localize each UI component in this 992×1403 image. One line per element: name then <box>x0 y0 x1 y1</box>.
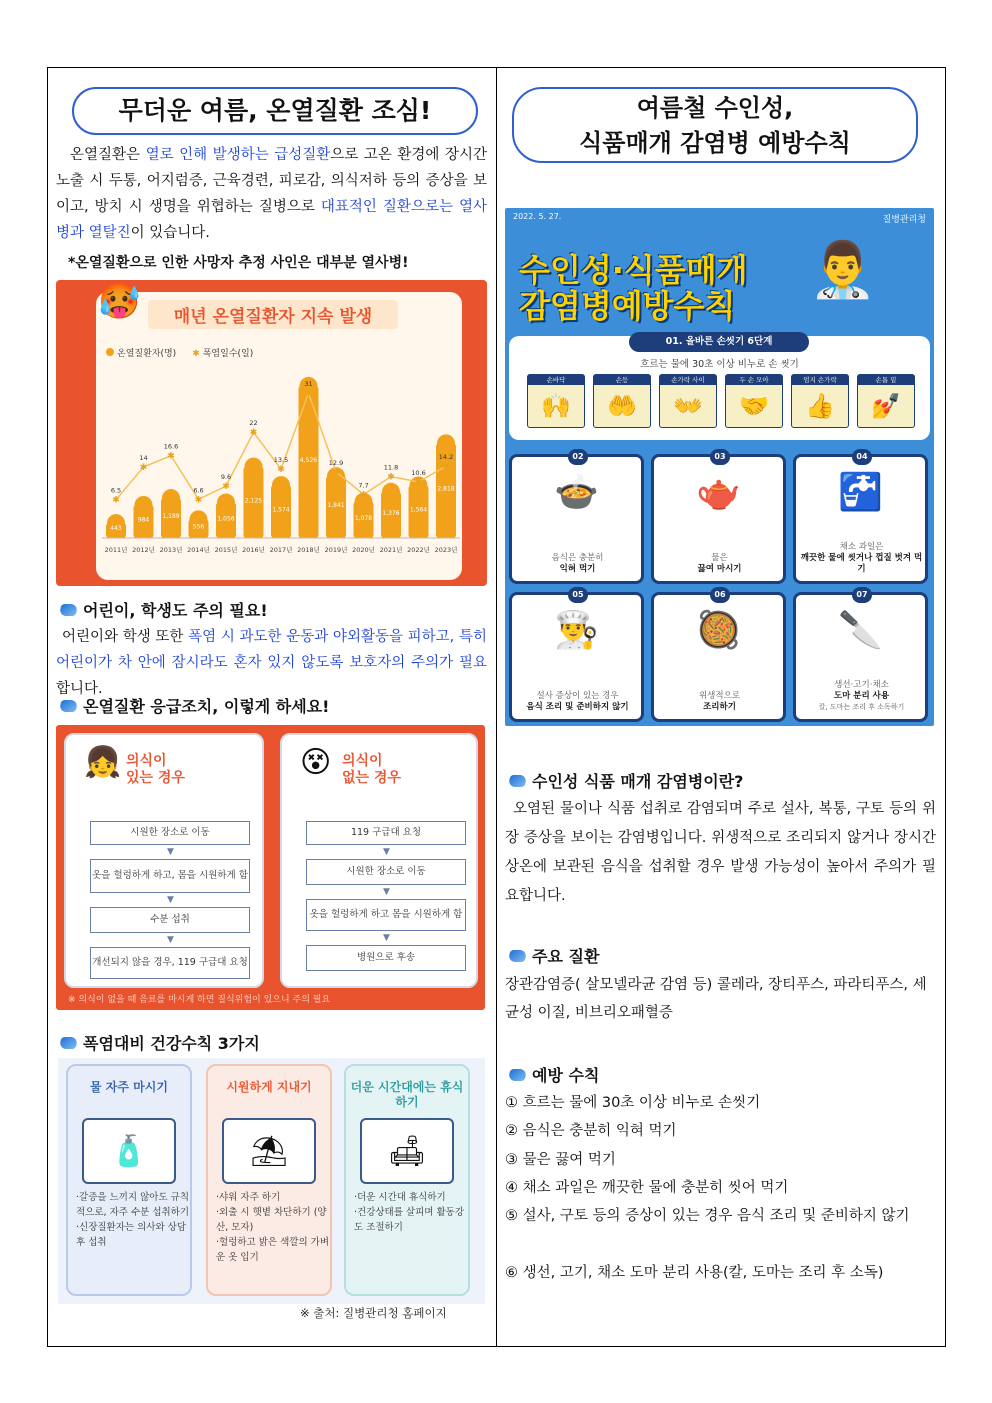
poster-title-line2: 감염병예방수칙 <box>519 287 736 325</box>
unconscious-step: 119 구급대 요청 <box>306 821 466 845</box>
parasol-icon: ⛱ <box>222 1118 316 1184</box>
right-title-line2: 식품매개 감염병 예방수칙 <box>579 129 851 157</box>
card-caption: 생선·고기·채소 도마 분리 사용 칼, 도마는 조리 후 소독하기 <box>800 680 923 713</box>
tip-line: ·신장질환자는 의사와 상담 후 섭취 <box>76 1222 187 1248</box>
heatdays-point: ✱ <box>194 495 203 506</box>
x-tick-label: 2023년 <box>434 546 458 554</box>
right-title <box>512 87 918 163</box>
chart-title: 매년 온열질환자 지속 발생 <box>148 300 398 329</box>
heatdays-label: 14 <box>139 454 148 463</box>
stew-icon: 🥘 <box>696 610 741 651</box>
heatdays-point: ✱ <box>139 463 148 474</box>
card-number: 02 <box>568 449 588 465</box>
x-tick-label: 2016년 <box>242 546 265 554</box>
card-number: 06 <box>710 587 730 603</box>
bar-head <box>272 476 290 494</box>
bar-head <box>437 434 455 452</box>
bullet-icon <box>58 1037 78 1049</box>
tip-line: ·샤워 자주 하기 <box>216 1192 281 1203</box>
heatdays-point: ✱ <box>167 451 175 462</box>
tip-title: 시원하게 지내기 <box>226 1080 312 1094</box>
arrow-icon: ▼ <box>383 847 390 857</box>
poster-card <box>793 592 928 722</box>
bar-value-label: 1,574 <box>272 506 290 514</box>
poster-card <box>509 454 644 584</box>
handwash-step <box>659 374 717 428</box>
tip-line: ·헐렁하고 밝은 색깔의 가벼운 옷 입기 <box>216 1237 330 1263</box>
heat-intro: 온열질환은 열로 인해 발생하는 급성질환으로 고온 환경에 장시간 노출 시 두통, 어지럼증, 근육경련, 피로감, 의식저하 등의 증상을 보이고, 방치 시 생명을 위협하는 질병으로 대표적인 질환으로는 열사병과 열탈진이 있습니다. <box>56 147 488 241</box>
heatdays-label: 12.9 <box>328 458 344 467</box>
left-title: 무더운 여름, 온열질환 조심! <box>72 87 478 135</box>
handwash-step <box>593 374 651 428</box>
arrow-icon: ▼ <box>167 847 174 857</box>
cutting-board-icon: 🔪 <box>838 610 883 651</box>
bar-value-label: 2,818 <box>437 485 455 493</box>
handwash-step-title: 01. 올바른 손씻기 6단계 <box>629 332 809 352</box>
hands-icon: 👍 <box>805 392 835 420</box>
bar-value-label: 443 <box>110 525 122 532</box>
dizzy-girl-icon: 😵 <box>300 745 332 780</box>
poster-card <box>509 592 644 722</box>
heatdays-point: ✱ <box>112 495 120 506</box>
handwash-step-label: 손바닥 <box>528 375 584 385</box>
bar-value-label: 2,125 <box>244 497 263 505</box>
heatdays-label: 9.6 <box>220 473 232 482</box>
bullet-icon <box>507 950 527 962</box>
x-tick-label: 2018년 <box>297 546 320 554</box>
x-tick-label: 2021년 <box>379 546 403 554</box>
card-caption: 채소 과일은 깨끗한 물에 씻거나 껍질 벗겨 먹기 <box>800 542 923 574</box>
bar-value-label: 556 <box>192 523 205 531</box>
unconscious-step: 시원한 장소로 이동 <box>306 859 466 885</box>
bullet-icon <box>58 604 78 616</box>
bar-value-label: 1,841 <box>327 502 345 510</box>
def-heading: 수인성 식품 매개 감염병이란? <box>509 769 743 792</box>
children-heading: 어린이, 학생도 주의 필요! <box>60 598 268 621</box>
kettle-icon: 🫖 <box>696 472 741 513</box>
bar-value-label: 1,189 <box>162 513 180 521</box>
arrow-icon: ▼ <box>167 935 174 945</box>
handwash-step-label: 두 손 모아 <box>726 375 782 385</box>
sun-mascot-icon: 🥵 <box>98 282 141 322</box>
unconscious-head: 의식이 없는 경우 <box>342 753 401 786</box>
x-tick-label: 2013년 <box>159 546 183 554</box>
bar-head <box>245 458 263 476</box>
prevention-heading: 예방 수칙 <box>509 1063 599 1086</box>
unconscious-step: 옷을 헐렁하게 하고 몸을 시원하게 함 <box>306 899 466 931</box>
conscious-step: 옷을 헐렁하게 하고, 몸을 시원하게 함 <box>90 859 250 893</box>
heatdays-point: ✱ <box>359 490 368 501</box>
arrow-icon: ▼ <box>167 895 174 905</box>
x-tick-label: 2011년 <box>104 546 128 554</box>
heatdays-label: 16.6 <box>163 442 179 451</box>
poster-org: 질병관리청 <box>882 215 926 225</box>
chart-svg <box>56 280 487 586</box>
card-number: 07 <box>852 587 872 603</box>
poster-card <box>651 454 786 584</box>
bar-head <box>382 483 400 501</box>
diseases-text: 장관감염증( 살모넬라균 감염 등) 콜레라, 장티푸스, 파라티푸스, 세균성 이질, 비브리오패혈증 <box>505 977 927 1021</box>
legend-patients: 온열질환자(명) <box>106 346 176 359</box>
x-tick-label: 2020년 <box>352 546 375 554</box>
legend-heatdays: ✱ 폭염일수(일) <box>192 346 253 359</box>
heatdays-label: 6.6 <box>193 486 204 495</box>
heat-tips <box>58 1058 485 1304</box>
right-title-line1: 여름철 수인성, <box>636 94 794 122</box>
handwash-step <box>725 374 783 428</box>
tip-line: ·갈증을 느끼지 않아도 규칙적으로, 자주 수분 섭취하기 <box>76 1192 190 1218</box>
conscious-panel <box>64 733 264 988</box>
heatdays-point: ✱ <box>222 482 230 493</box>
hands-icon: 💅 <box>871 392 901 420</box>
heatdays-label: 31 <box>304 380 313 389</box>
def-text: 오염된 물이나 식품 섭취로 감염되며 주로 설사, 복통, 구토 등의 위장 증상을 보이는 감염병입니다. 위생적으로 조리되지 않거나 장시간 상온에 보관된 음식을 섭취할 경우 발생 가능성이 높아서 주의가 필요합니다. <box>505 801 936 904</box>
children-text: 어린이와 학생 또한 폭염 시 과도한 운동과 야외활동을 피하고, 특히 어린이가 차 안에 잠시라도 혼자 있지 않도록 보호자의 주의가 필요합니다. <box>56 629 487 697</box>
x-tick-label: 2017년 <box>269 546 293 554</box>
doctors-icon: 👨‍⚕️ <box>809 238 877 301</box>
tip-card <box>344 1064 470 1296</box>
x-tick-label: 2012년 <box>132 546 155 554</box>
card-number: 03 <box>710 449 730 465</box>
conscious-head: 의식이 있는 경우 <box>126 753 185 786</box>
heatdays-point: ✱ <box>249 428 258 439</box>
hands-icon: 🤝 <box>739 392 769 420</box>
tip-title: 더운 시간대에는 휴식하기 <box>350 1080 464 1109</box>
tip-lines <box>354 1190 468 1235</box>
bar-value-label: 984 <box>137 516 150 524</box>
prevention-item: ④ 채소 과일은 깨끗한 물에 충분히 씻어 먹기 <box>505 1180 789 1196</box>
girl-icon: 👧 <box>84 745 122 780</box>
tip-lines <box>76 1190 190 1250</box>
x-tick-label: 2014년 <box>187 546 210 554</box>
tip-lines <box>216 1190 330 1265</box>
arrow-icon: ▼ <box>383 933 390 943</box>
tip-title: 물 자주 마시기 <box>90 1080 168 1094</box>
heatdays-point: ✱ <box>414 477 423 488</box>
pot-icon: 🍲 <box>554 472 599 513</box>
handwash-step <box>527 374 585 428</box>
unconscious-panel <box>280 733 478 988</box>
heatdays-label: 10.6 <box>411 468 426 477</box>
bar-value-label: 1,376 <box>382 509 400 517</box>
bullet-icon <box>507 1069 527 1081</box>
poster-title <box>519 252 748 324</box>
heatdays-point: ✱ <box>277 465 285 476</box>
sofa-icon: 🛋 <box>360 1118 454 1184</box>
bar-value-label: 4,526 <box>299 456 318 464</box>
conscious-step: 시원한 장소로 이동 <box>90 821 250 845</box>
tip-line: ·외출 시 햇볕 차단하기 (양산, 모자) <box>216 1207 327 1233</box>
prevention-item: ① 흐르는 물에 30초 이상 비누로 손씻기 <box>505 1095 761 1111</box>
tip-card <box>66 1064 192 1296</box>
tips-heading: 폭염대비 건강수칙 3가지 <box>60 1031 260 1054</box>
prevention-item: ③ 물은 끓여 먹기 <box>505 1152 616 1168</box>
bullet-icon <box>58 700 78 712</box>
heatdays-point: ✱ <box>332 467 340 478</box>
card-note: 칼, 도마는 조리 후 소독하기 <box>818 703 905 711</box>
card-number: 04 <box>852 449 872 465</box>
heatdays-point: ✱ <box>304 389 313 400</box>
faucet-icon: 🚰 <box>838 472 883 513</box>
heatdays-label: 7.7 <box>358 481 369 490</box>
conscious-step: 수분 섭취 <box>90 907 250 933</box>
heat-note: *온열질환으로 인한 사망자 추정 사인은 대부분 열사병! <box>68 255 409 271</box>
prevention-item: ⑥ 생선, 고기, 채소 도마 분리 사용(칼, 도마는 조리 후 소독) <box>505 1265 884 1281</box>
handwash-band <box>509 336 930 440</box>
hands-icon: 👐 <box>673 392 703 420</box>
prevention-item: ⑤ 설사, 구토 등의 증상이 있는 경우 음식 조리 및 준비하지 않기 <box>505 1208 910 1224</box>
prevention-poster <box>505 208 934 726</box>
bar-value-label: 1,056 <box>217 515 235 523</box>
bar-head <box>135 496 153 514</box>
diseases-heading: 주요 질환 <box>509 944 599 967</box>
poster-card <box>793 454 928 584</box>
handwash-step <box>791 374 849 428</box>
handwash-sub: 흐르는 물에 30초 이상 비누로 손 씻기 <box>640 359 799 370</box>
tip-line: ·더운 시간대 휴식하기 <box>354 1192 446 1203</box>
heatdays-point: ✱ <box>387 472 395 483</box>
x-tick-label: 2022년 <box>407 546 430 554</box>
card-caption: 위생적으로 조리하기 <box>698 691 741 712</box>
x-tick-label: 2019년 <box>324 546 348 554</box>
handwash-step <box>857 374 915 428</box>
unconscious-step: 병원으로 후송 <box>306 945 466 971</box>
heatdays-label: 13.5 <box>273 456 289 465</box>
firstaid-note: ※ 의식이 없을 때 음료를 마시게 하면 질식위험이 있으니 주의 필요 <box>68 995 331 1005</box>
bullet-icon <box>507 775 527 787</box>
x-tick-label: 2015년 <box>214 546 238 554</box>
poster-card <box>651 592 786 722</box>
source-note: ※ 출처: 질병관리청 홈페이지 <box>300 1306 447 1320</box>
bar-value-label: 1,564 <box>409 506 428 514</box>
bar-value-label: 1,078 <box>354 514 373 522</box>
handwash-step-label: 손가락 사이 <box>660 375 716 385</box>
water-bottle-icon: 🧴 <box>82 1118 176 1184</box>
firstaid-heading: 온열질환 응급조치, 이렇게 하세요! <box>60 694 329 717</box>
heatdays-label: 14.2 <box>438 453 454 462</box>
card-caption: 설사 증상이 있는 경우 음식 조리 및 준비하지 않기 <box>526 691 629 712</box>
prevention-item: ② 음식은 충분히 익혀 먹기 <box>505 1123 677 1139</box>
poster-title-line1: 수인성·식품매개 <box>519 251 748 289</box>
tip-card <box>206 1064 332 1296</box>
heatdays-point: ✱ <box>442 462 450 473</box>
hands-icon: 🙌 <box>541 392 571 420</box>
hands-icon: 🤲 <box>607 392 637 420</box>
arrow-icon: ▼ <box>383 887 390 897</box>
cook-icon: 👨‍🍳 <box>554 610 599 651</box>
firstaid-infographic <box>56 725 485 1010</box>
card-caption: 물은 끓여 마시기 <box>697 553 742 574</box>
handwash-step-label: 엄지 손가락 <box>792 375 848 385</box>
handwash-step-label: 손톱 밑 <box>858 375 914 385</box>
heatdays-label: 22 <box>249 419 258 428</box>
heatdays-label: 11.8 <box>383 463 399 472</box>
bar-head <box>162 489 180 507</box>
card-caption: 음식은 충분히 익혀 먹기 <box>551 553 604 574</box>
poster-date: 2022. 5. 27. <box>513 212 562 221</box>
conscious-step: 개선되지 않을 경우, 119 구급대 요청 <box>90 947 250 979</box>
heatdays-label: 6.5 <box>110 486 122 495</box>
bar-head <box>217 494 235 512</box>
tip-line: ·건강상태를 살피며 활동강도 조절하기 <box>354 1207 465 1233</box>
handwash-step-label: 손등 <box>594 375 650 385</box>
column-divider <box>496 67 497 1347</box>
card-number: 05 <box>568 587 588 603</box>
heat-chart <box>56 280 487 586</box>
